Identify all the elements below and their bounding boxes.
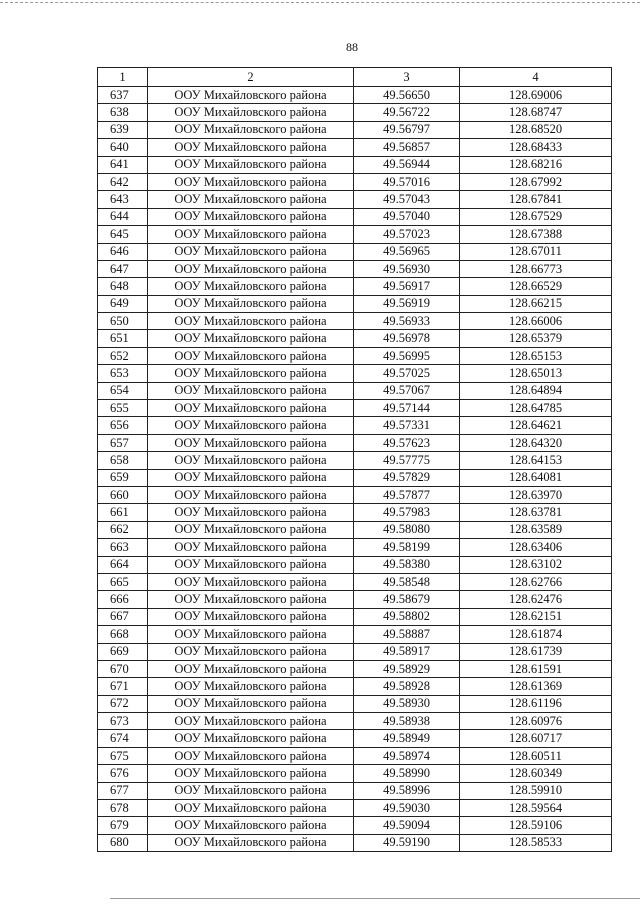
latitude-value: 49.58990	[354, 765, 460, 782]
latitude-value: 49.58949	[354, 730, 460, 747]
latitude-value: 49.57067	[354, 382, 460, 399]
longitude-value: 128.66529	[460, 278, 612, 295]
organization-name: ООУ Михайловского района	[148, 817, 354, 834]
longitude-value: 128.69006	[460, 87, 612, 104]
row-number: 658	[98, 452, 148, 469]
table-row	[98, 608, 612, 625]
row-number: 652	[98, 347, 148, 364]
header-col-1: 1	[98, 68, 148, 87]
row-number: 671	[98, 678, 148, 695]
row-number: 642	[98, 173, 148, 190]
table-row	[98, 191, 612, 208]
latitude-value: 49.57331	[354, 417, 460, 434]
row-number: 673	[98, 713, 148, 730]
organization-name: ООУ Михайловского района	[148, 243, 354, 260]
organization-name: ООУ Михайловского района	[148, 434, 354, 451]
row-number: 645	[98, 226, 148, 243]
longitude-value: 128.61369	[460, 678, 612, 695]
organization-name: ООУ Михайловского района	[148, 400, 354, 417]
latitude-value: 49.58802	[354, 608, 460, 625]
longitude-value: 128.60976	[460, 713, 612, 730]
table-row	[98, 417, 612, 434]
table-row	[98, 521, 612, 538]
organization-name: ООУ Михайловского района	[148, 695, 354, 712]
header-row	[98, 68, 612, 87]
table-header	[98, 68, 612, 87]
longitude-value: 128.62766	[460, 573, 612, 590]
table-row	[98, 782, 612, 799]
organization-name: ООУ Михайловского района	[148, 486, 354, 503]
longitude-value: 128.60349	[460, 765, 612, 782]
row-number: 668	[98, 626, 148, 643]
table-row	[98, 678, 612, 695]
table-row	[98, 660, 612, 677]
longitude-value: 128.66006	[460, 313, 612, 330]
latitude-value: 49.59094	[354, 817, 460, 834]
latitude-value: 49.58679	[354, 591, 460, 608]
organization-name: ООУ Михайловского района	[148, 747, 354, 764]
row-number: 637	[98, 87, 148, 104]
row-number: 662	[98, 521, 148, 538]
organization-name: ООУ Михайловского района	[148, 626, 354, 643]
latitude-value: 49.58199	[354, 539, 460, 556]
organization-name: ООУ Михайловского района	[148, 591, 354, 608]
row-number: 640	[98, 139, 148, 156]
row-number: 656	[98, 417, 148, 434]
organization-name: ООУ Михайловского района	[148, 278, 354, 295]
organization-name: ООУ Михайловского района	[148, 521, 354, 538]
latitude-value: 49.56919	[354, 295, 460, 312]
table-row	[98, 713, 612, 730]
table-row	[98, 87, 612, 104]
organization-name: ООУ Михайловского района	[148, 330, 354, 347]
longitude-value: 128.63781	[460, 504, 612, 521]
longitude-value: 128.63589	[460, 521, 612, 538]
latitude-value: 49.58917	[354, 643, 460, 660]
row-number: 679	[98, 817, 148, 834]
latitude-value: 49.56650	[354, 87, 460, 104]
table-row	[98, 434, 612, 451]
table-row	[98, 800, 612, 817]
longitude-value: 128.59564	[460, 800, 612, 817]
organization-name: ООУ Михайловского района	[148, 504, 354, 521]
row-number: 648	[98, 278, 148, 295]
longitude-value: 128.59910	[460, 782, 612, 799]
latitude-value: 49.57016	[354, 173, 460, 190]
row-number: 650	[98, 313, 148, 330]
latitude-value: 49.57877	[354, 486, 460, 503]
table-row	[98, 573, 612, 590]
longitude-value: 128.66215	[460, 295, 612, 312]
longitude-value: 128.64320	[460, 434, 612, 451]
bottom-edge-rule	[110, 898, 640, 899]
table-row	[98, 730, 612, 747]
organization-name: ООУ Михайловского района	[148, 365, 354, 382]
organization-name: ООУ Михайловского района	[148, 313, 354, 330]
row-number: 659	[98, 469, 148, 486]
table-row	[98, 400, 612, 417]
table-row	[98, 121, 612, 138]
row-number: 643	[98, 191, 148, 208]
row-number: 653	[98, 365, 148, 382]
page-number: 88	[346, 40, 358, 54]
table-row	[98, 591, 612, 608]
organization-name: ООУ Михайловского района	[148, 104, 354, 121]
latitude-value: 49.58928	[354, 678, 460, 695]
table-row	[98, 365, 612, 382]
longitude-value: 128.64081	[460, 469, 612, 486]
organization-name: ООУ Михайловского района	[148, 87, 354, 104]
longitude-value: 128.64894	[460, 382, 612, 399]
row-number: 675	[98, 747, 148, 764]
table-row	[98, 208, 612, 225]
longitude-value: 128.61196	[460, 695, 612, 712]
table-row	[98, 504, 612, 521]
top-edge-rule	[0, 2, 640, 3]
longitude-value: 128.61874	[460, 626, 612, 643]
organization-name: ООУ Михайловского района	[148, 800, 354, 817]
latitude-value: 49.58974	[354, 747, 460, 764]
longitude-value: 128.68433	[460, 139, 612, 156]
table-row	[98, 156, 612, 173]
longitude-value: 128.67011	[460, 243, 612, 260]
longitude-value: 128.67992	[460, 173, 612, 190]
table-row	[98, 834, 612, 851]
latitude-value: 49.57023	[354, 226, 460, 243]
longitude-value: 128.64153	[460, 452, 612, 469]
longitude-value: 128.58533	[460, 834, 612, 851]
latitude-value: 49.56933	[354, 313, 460, 330]
row-number: 669	[98, 643, 148, 660]
longitude-value: 128.68747	[460, 104, 612, 121]
organization-name: ООУ Михайловского района	[148, 382, 354, 399]
row-number: 657	[98, 434, 148, 451]
table-row	[98, 486, 612, 503]
longitude-value: 128.64621	[460, 417, 612, 434]
latitude-value: 49.58929	[354, 660, 460, 677]
latitude-value: 49.58930	[354, 695, 460, 712]
longitude-value: 128.63970	[460, 486, 612, 503]
organization-name: ООУ Михайловского района	[148, 469, 354, 486]
organization-name: ООУ Михайловского района	[148, 834, 354, 851]
longitude-value: 128.65013	[460, 365, 612, 382]
latitude-value: 49.56917	[354, 278, 460, 295]
organization-name: ООУ Михайловского района	[148, 173, 354, 190]
row-number: 678	[98, 800, 148, 817]
organization-name: ООУ Михайловского района	[148, 347, 354, 364]
latitude-value: 49.58938	[354, 713, 460, 730]
table-row	[98, 539, 612, 556]
table-row	[98, 347, 612, 364]
latitude-value: 49.56722	[354, 104, 460, 121]
organization-name: ООУ Михайловского района	[148, 660, 354, 677]
table-row	[98, 626, 612, 643]
organization-name: ООУ Михайловского района	[148, 765, 354, 782]
latitude-value: 49.56797	[354, 121, 460, 138]
longitude-value: 128.60511	[460, 747, 612, 764]
latitude-value: 49.56965	[354, 243, 460, 260]
organization-name: ООУ Михайловского района	[148, 191, 354, 208]
latitude-value: 49.57040	[354, 208, 460, 225]
organization-name: ООУ Михайловского района	[148, 573, 354, 590]
row-number: 666	[98, 591, 148, 608]
latitude-value: 49.57983	[354, 504, 460, 521]
table-row	[98, 104, 612, 121]
longitude-value: 128.63406	[460, 539, 612, 556]
longitude-value: 128.62476	[460, 591, 612, 608]
latitude-value: 49.56930	[354, 260, 460, 277]
organization-name: ООУ Михайловского района	[148, 226, 354, 243]
latitude-value: 49.59030	[354, 800, 460, 817]
row-number: 639	[98, 121, 148, 138]
organization-name: ООУ Михайловского района	[148, 139, 354, 156]
row-number: 665	[98, 573, 148, 590]
table-row	[98, 556, 612, 573]
row-number: 655	[98, 400, 148, 417]
longitude-value: 128.67529	[460, 208, 612, 225]
organization-name: ООУ Михайловского района	[148, 643, 354, 660]
header-col-3: 3	[354, 68, 460, 87]
table-row	[98, 452, 612, 469]
row-number: 651	[98, 330, 148, 347]
organization-name: ООУ Михайловского района	[148, 713, 354, 730]
organization-name: ООУ Михайловского района	[148, 608, 354, 625]
organization-name: ООУ Михайловского района	[148, 782, 354, 799]
longitude-value: 128.65153	[460, 347, 612, 364]
latitude-value: 49.58080	[354, 521, 460, 538]
latitude-value: 49.56995	[354, 347, 460, 364]
longitude-value: 128.67841	[460, 191, 612, 208]
longitude-value: 128.68520	[460, 121, 612, 138]
row-number: 638	[98, 104, 148, 121]
table-row	[98, 278, 612, 295]
table-row	[98, 817, 612, 834]
row-number: 676	[98, 765, 148, 782]
longitude-value: 128.65379	[460, 330, 612, 347]
row-number: 641	[98, 156, 148, 173]
organization-name: ООУ Михайловского района	[148, 539, 354, 556]
row-number: 646	[98, 243, 148, 260]
row-number: 661	[98, 504, 148, 521]
coordinates-table	[97, 67, 612, 852]
longitude-value: 128.68216	[460, 156, 612, 173]
longitude-value: 128.61739	[460, 643, 612, 660]
row-number: 644	[98, 208, 148, 225]
table-row	[98, 139, 612, 156]
longitude-value: 128.60717	[460, 730, 612, 747]
latitude-value: 49.59190	[354, 834, 460, 851]
longitude-value: 128.66773	[460, 260, 612, 277]
latitude-value: 49.58887	[354, 626, 460, 643]
longitude-value: 128.62151	[460, 608, 612, 625]
latitude-value: 49.57025	[354, 365, 460, 382]
latitude-value: 49.58996	[354, 782, 460, 799]
table-row	[98, 469, 612, 486]
row-number: 654	[98, 382, 148, 399]
table-row	[98, 226, 612, 243]
latitude-value: 49.57144	[354, 400, 460, 417]
table-row	[98, 747, 612, 764]
header-col-2: 2	[148, 68, 354, 87]
row-number: 667	[98, 608, 148, 625]
table-row	[98, 382, 612, 399]
row-number: 672	[98, 695, 148, 712]
latitude-value: 49.57775	[354, 452, 460, 469]
latitude-value: 49.56978	[354, 330, 460, 347]
row-number: 647	[98, 260, 148, 277]
row-number: 680	[98, 834, 148, 851]
table-row	[98, 260, 612, 277]
table-body	[98, 87, 612, 852]
latitude-value: 49.57829	[354, 469, 460, 486]
row-number: 670	[98, 660, 148, 677]
organization-name: ООУ Михайловского района	[148, 295, 354, 312]
organization-name: ООУ Михайловского района	[148, 121, 354, 138]
organization-name: ООУ Михайловского района	[148, 556, 354, 573]
row-number: 663	[98, 539, 148, 556]
header-col-4: 4	[460, 68, 612, 87]
row-number: 677	[98, 782, 148, 799]
longitude-value: 128.61591	[460, 660, 612, 677]
table-row	[98, 643, 612, 660]
row-number: 664	[98, 556, 148, 573]
organization-name: ООУ Михайловского района	[148, 678, 354, 695]
latitude-value: 49.57623	[354, 434, 460, 451]
organization-name: ООУ Михайловского района	[148, 260, 354, 277]
table-row	[98, 765, 612, 782]
table-row	[98, 295, 612, 312]
longitude-value: 128.64785	[460, 400, 612, 417]
latitude-value: 49.56857	[354, 139, 460, 156]
table-row	[98, 243, 612, 260]
longitude-value: 128.59106	[460, 817, 612, 834]
table-row	[98, 313, 612, 330]
row-number: 649	[98, 295, 148, 312]
organization-name: ООУ Михайловского района	[148, 452, 354, 469]
organization-name: ООУ Михайловского района	[148, 156, 354, 173]
table-row	[98, 695, 612, 712]
table-row	[98, 173, 612, 190]
organization-name: ООУ Михайловского района	[148, 730, 354, 747]
latitude-value: 49.58380	[354, 556, 460, 573]
organization-name: ООУ Михайловского района	[148, 208, 354, 225]
row-number: 660	[98, 486, 148, 503]
organization-name: ООУ Михайловского района	[148, 417, 354, 434]
latitude-value: 49.58548	[354, 573, 460, 590]
latitude-value: 49.57043	[354, 191, 460, 208]
longitude-value: 128.67388	[460, 226, 612, 243]
table-row	[98, 330, 612, 347]
row-number: 674	[98, 730, 148, 747]
longitude-value: 128.63102	[460, 556, 612, 573]
latitude-value: 49.56944	[354, 156, 460, 173]
